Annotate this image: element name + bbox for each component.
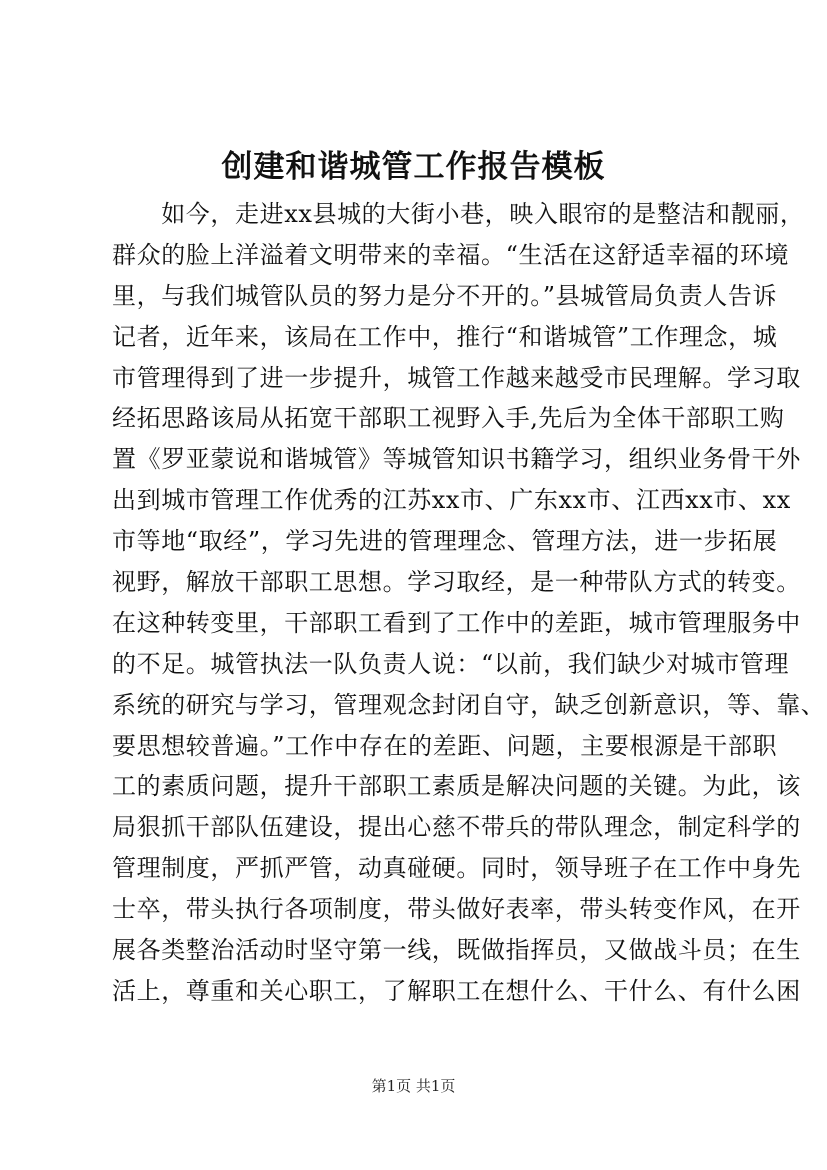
text-line: 市等地“取经”，学习先进的管理理念、管理方法，进一步拓展 [112,527,778,556]
text-line: 展各类整治活动时坚守第一线，既做指挥员，又做战斗员；在生 [112,936,801,965]
text-line: 活上，尊重和关心职工，了解职工在想什么、干什么、有什么困 [112,976,801,1005]
text-line: 要思想较普遍。”工作中存在的差距、问题，主要根源是干部职 [112,731,778,760]
text-line: 如今，走进xx县城的大街小巷，映入眼帘的是整洁和靓丽， [112,200,805,228]
text-line: 记者，近年来，该局在工作中，推行“和谐城管”工作理念，城 [112,322,778,351]
text-line: 系统的研究与学习，管理观念封闭自守，缺乏创新意识，等、靠、 [112,690,826,719]
text-line: 视野，解放干部职工思想。学习取经，是一种带队方式的转变。 [112,568,801,597]
text-line: 置《罗亚蒙说和谐城管》等城管知识书籍学习，组织业务骨干外 [112,445,801,474]
page-number-footer: 第1页 共1页 [371,1077,456,1095]
text-line: 市管理得到了进一步提升，城管工作越来越受市民理解。学习取 [112,363,801,392]
document-title: 创建和谐城管工作报告模板 [221,149,606,185]
text-line: 出到城市管理工作优秀的江苏xx市、广东xx市、江西xx市、xx [112,486,791,515]
text-line: 在这种转变里，干部职工看到了工作中的差距，城市管理服务中 [112,608,801,637]
body-paragraph [112,194,826,1012]
text-line: 里，与我们城管队员的努力是分不开的。”县城管局负责人告诉 [112,281,778,310]
text-line: 士卒，带头执行各项制度，带头做好表率，带头转变作风，在开 [112,895,801,924]
text-line: 局狠抓干部队伍建设，提出心慈不带兵的带队理念，制定科学的 [112,813,801,842]
text-line: 工的素质问题，提升干部职工素质是解决问题的关键。为此，该 [112,772,801,801]
text-line: 群众的脸上洋溢着文明带来的幸福。“生活在这舒适幸福的环境 [112,240,790,269]
text-line: 经拓思路该局从拓宽干部职工视野入手,先后为全体干部职工购 [112,404,785,433]
text-line: 管理制度，严抓严管，动真碰硬。同时，领导班子在工作中身先 [112,854,801,883]
text-line: 的不足。城管执法一队负责人说：“以前，我们缺少对城市管理 [112,649,790,678]
